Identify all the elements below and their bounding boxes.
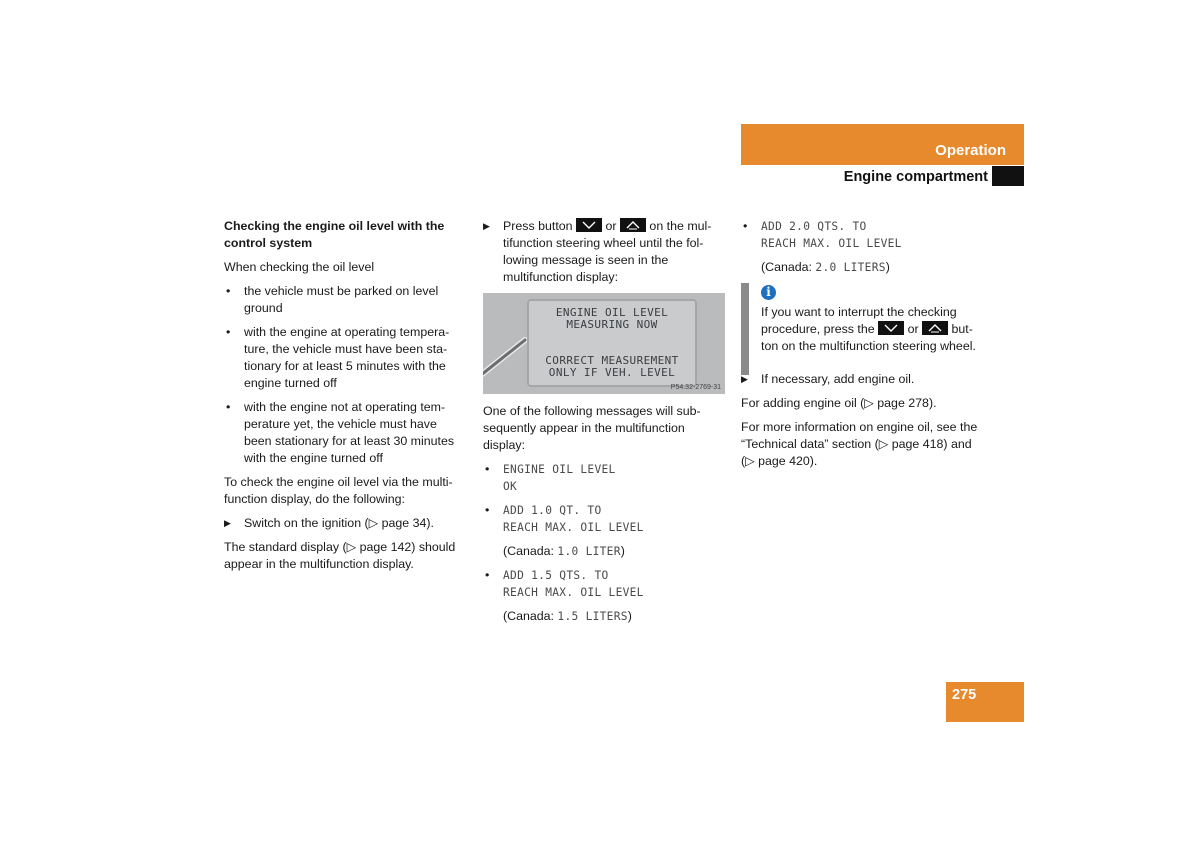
section-heading: Checking the engine oil level with the control system bbox=[224, 219, 445, 250]
step-text-or: or bbox=[605, 219, 617, 233]
subsection-marker bbox=[992, 166, 1024, 186]
subsection-title: Engine compartment bbox=[843, 169, 988, 185]
step-arrow-icon: ▶ bbox=[224, 518, 231, 528]
canada-suffix: ) bbox=[620, 544, 625, 558]
message-line: • ADD 1.5 QTS. TO bbox=[503, 569, 609, 582]
info-icon: i bbox=[761, 285, 776, 300]
page-number-box bbox=[946, 682, 1024, 722]
display-line: ENGINE OIL LEVEL bbox=[555, 306, 669, 319]
step-text: Switch on the ignition (▷ page 34). bbox=[244, 516, 434, 530]
step-text-part: Press button bbox=[503, 219, 573, 233]
canada-value: 1.5 LITERS bbox=[557, 610, 628, 623]
info-text bbox=[761, 304, 988, 355]
canada-value: 1.0 LITER bbox=[557, 545, 621, 558]
message-line: • ADD 2.0 QTS. TO bbox=[761, 220, 867, 233]
message-line: • ADD 1.0 QT. TO bbox=[503, 504, 602, 517]
canada-label: (Canada: bbox=[761, 260, 816, 274]
list-item: • with the engine not at operating tem-perature yet, the vehicle must have been stationary for at least 30 minutes with the engine turned off bbox=[224, 399, 466, 467]
chevron-down-icon bbox=[576, 218, 602, 232]
display-line: MEASURING NOW bbox=[566, 318, 658, 331]
check-instructions: To check the engine oil level via the multi-function display, do the following: bbox=[224, 475, 453, 506]
display-line: ONLY IF VEH. LEVEL bbox=[548, 366, 676, 379]
canada-value: 2.0 LITERS bbox=[815, 261, 886, 274]
section-header-bar bbox=[741, 124, 1024, 165]
section-title: Operation bbox=[935, 142, 1006, 159]
canada-note bbox=[483, 543, 727, 560]
column-right bbox=[741, 218, 988, 477]
display-screen bbox=[527, 299, 697, 387]
more-info-reference: For more information on engine oil, see the “Technical data” section (▷ page 418) and (▷ page 420). bbox=[741, 420, 978, 468]
message-line: REACH MAX. OIL LEVEL bbox=[503, 521, 644, 534]
step-text-part: on the mul-tifunction steering wheel until the fol-lowing message is seen in the multifunction display: bbox=[503, 219, 712, 284]
message-line: • ENGINE OIL LEVEL bbox=[503, 463, 616, 476]
info-bar bbox=[741, 283, 749, 375]
canada-label: (Canada: bbox=[503, 544, 558, 558]
info-note bbox=[741, 283, 988, 355]
step-add-oil bbox=[741, 371, 988, 388]
adding-oil-reference: For adding engine oil (▷ page 278). bbox=[741, 396, 937, 410]
column-left bbox=[224, 218, 466, 580]
chevron-down-icon bbox=[878, 321, 904, 335]
standard-display-text: The standard display (▷ page 142) should appear in the multifunction display. bbox=[224, 540, 456, 571]
page-number: 275 bbox=[952, 687, 977, 703]
info-text-or: or bbox=[907, 322, 919, 336]
chevron-up-icon bbox=[620, 218, 646, 232]
multifunction-display-photo bbox=[483, 293, 725, 394]
column-middle bbox=[483, 218, 727, 632]
canada-suffix: ) bbox=[627, 609, 632, 623]
step-arrow-icon: ▶ bbox=[741, 374, 748, 384]
list-item bbox=[741, 218, 988, 252]
canada-note bbox=[741, 259, 988, 276]
following-messages-text: One of the following messages will sub-sequently appear in the multifunction display: bbox=[483, 404, 701, 452]
step-text: If necessary, add engine oil. bbox=[761, 372, 915, 386]
message-line: REACH MAX. OIL LEVEL bbox=[761, 237, 902, 250]
canada-label: (Canada: bbox=[503, 609, 558, 623]
info-text-part: but-ton on the multifunction steering wheel. bbox=[761, 322, 976, 353]
step-ignition bbox=[224, 515, 466, 532]
list-item bbox=[483, 461, 727, 495]
message-line: REACH MAX. OIL LEVEL bbox=[503, 586, 644, 599]
info-text-part: If you want to interrupt the checking procedure, press the bbox=[761, 305, 957, 336]
canada-suffix: ) bbox=[885, 260, 890, 274]
intro-text: When checking the oil level bbox=[224, 260, 375, 274]
list-item bbox=[483, 502, 727, 536]
canada-note bbox=[483, 608, 727, 625]
list-item bbox=[483, 567, 727, 601]
list-item: • the vehicle must be parked on level ground bbox=[224, 283, 466, 317]
list-item: • with the engine at operating tempera-ture, the vehicle must have been sta-tionary for at least 5 minutes with the engine turned off bbox=[224, 324, 466, 392]
chevron-up-icon bbox=[922, 321, 948, 335]
step-press-button bbox=[483, 218, 727, 286]
step-arrow-icon: ▶ bbox=[483, 221, 490, 231]
image-code: P54.32-2769-31 bbox=[670, 384, 721, 391]
display-line: CORRECT MEASUREMENT bbox=[545, 354, 679, 367]
message-line: OK bbox=[503, 480, 518, 493]
